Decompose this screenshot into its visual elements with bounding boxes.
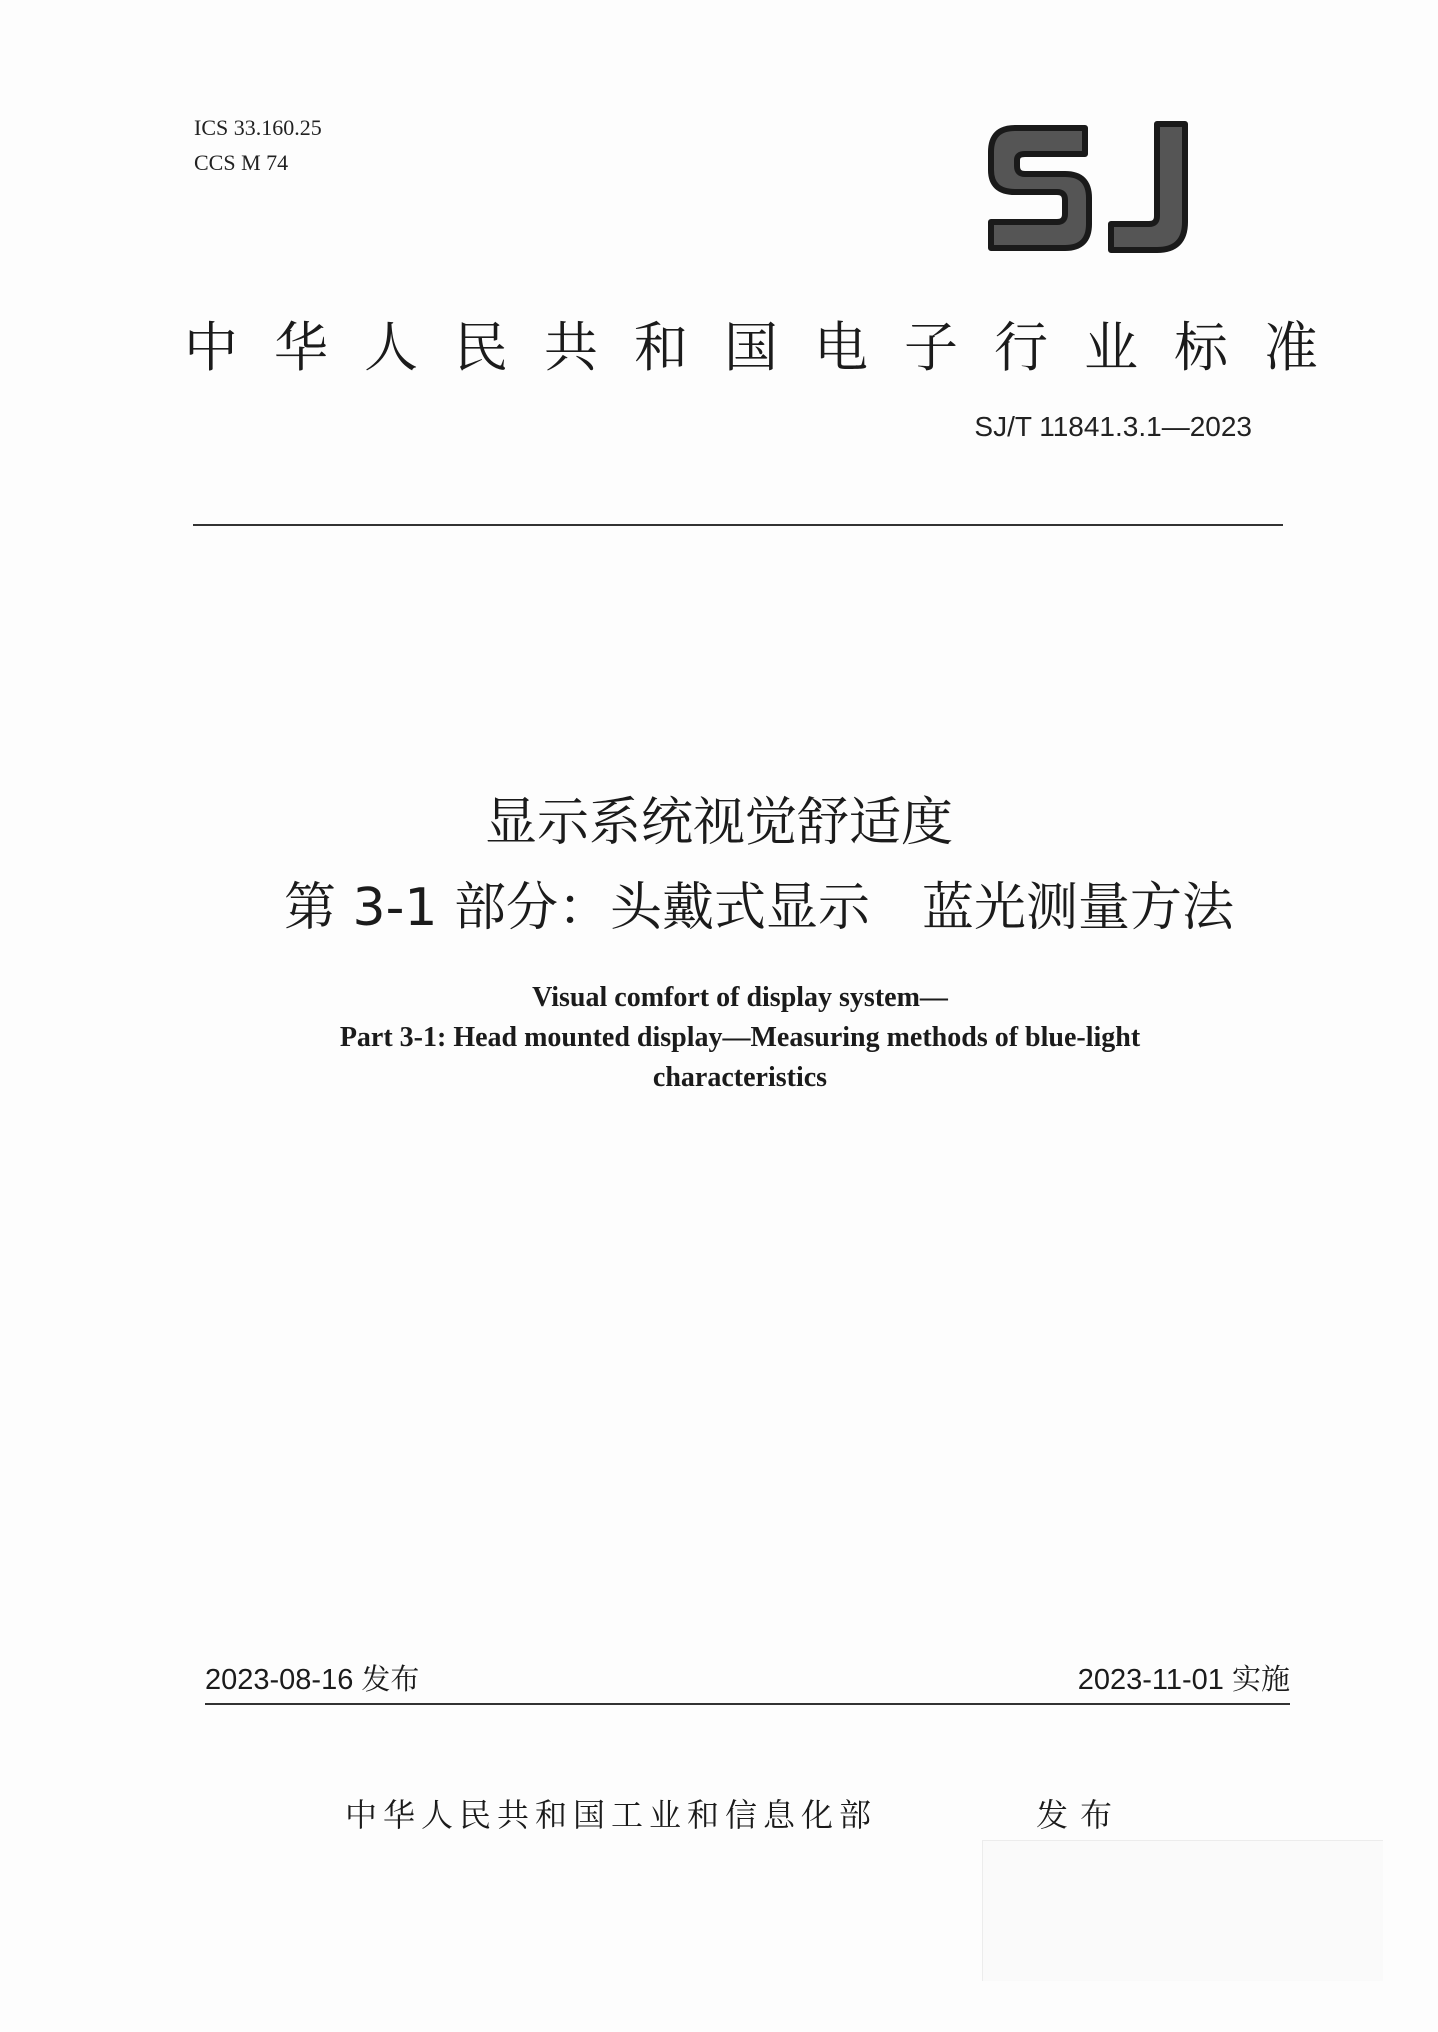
logo-letter-s	[991, 128, 1089, 248]
issue-date: 2023-08-16 发布	[205, 1664, 420, 1696]
header-divider	[193, 524, 1283, 526]
standard-number: SJ/T 11841.3.1—2023	[974, 411, 1252, 442]
ics-code: ICS 33.160.25	[194, 115, 322, 140]
publisher-action: 发布	[1036, 1796, 1125, 1834]
classification-codes	[194, 110, 322, 180]
ccs-code: CCS M 74	[194, 150, 289, 175]
english-title-line-2: Part 3-1: Head mounted display—Measuring methods of blue-light	[339, 1022, 1141, 1053]
english-title-line-3: characteristics	[652, 1062, 828, 1093]
sj-logo	[985, 118, 1191, 258]
standard-category-title: 中华人民共和国电子行业标准	[184, 316, 1354, 379]
chinese-title-line-2: 第 3-1 部分：头戴式显示 蓝光测量方法	[284, 878, 1234, 938]
english-title-line-1: Visual comfort of display system—	[532, 982, 948, 1013]
publisher-name: 中华人民共和国工业和信息化部	[345, 1796, 878, 1834]
chinese-title-line-1: 显示系统视觉舒适度	[484, 793, 953, 853]
implementation-date: 2023-11-01 实施	[1077, 1664, 1290, 1696]
logo-letter-j	[1111, 124, 1185, 250]
blank-stamp-area	[982, 1840, 1383, 1981]
footer-divider	[205, 1703, 1290, 1705]
